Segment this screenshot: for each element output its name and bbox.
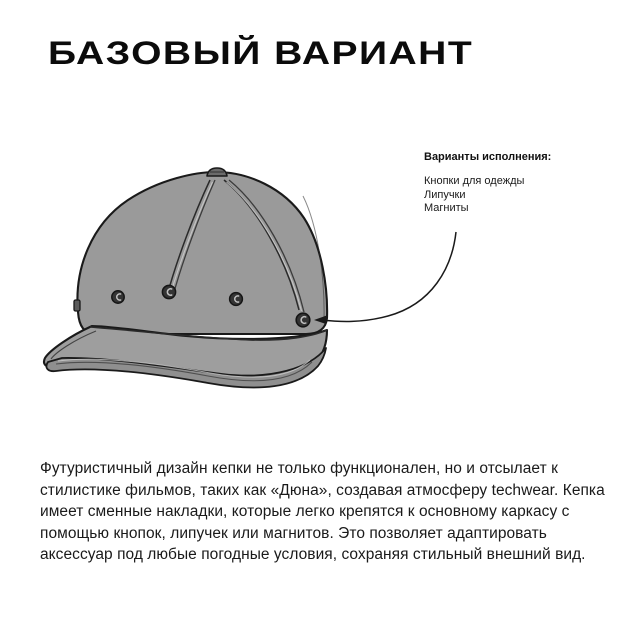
snap-button-icon — [230, 293, 243, 306]
cap-panel-seams — [167, 180, 324, 320]
snap-buttons — [112, 285, 310, 326]
page-title: БАЗОВЫЙ ВАРИАНТ — [48, 35, 474, 71]
snap-button-icon — [296, 313, 310, 327]
cap-side-tab — [74, 300, 80, 311]
callout-block — [424, 150, 634, 216]
snap-button-icon — [112, 291, 124, 303]
cap-crown — [66, 170, 360, 340]
list-item: Магниты — [424, 202, 469, 214]
list-item: Липучки — [424, 188, 466, 201]
cap-front-seam — [90, 327, 327, 340]
callout-heading: Варианты исполнения: — [424, 151, 552, 163]
cap-brim — [44, 326, 327, 387]
callout-option-list — [424, 175, 634, 216]
body-paragraph: Футуристичный дизайн кепки не только функционален, но и отсылает к стилистике фильмов, таких как «Дюна», создавая атмосферу techwear. Кепка имеет сменные накладки, которые легко крепятся к основному каркасу с помощью кнопок, липучек или магнитов. Это позволяет адаптировать аксессуар под любые погодные условия, сохраняя стильный внешний вид. — [40, 460, 605, 563]
list-item: Кнопки для одежды — [424, 175, 525, 187]
callout-leader-line — [314, 232, 456, 324]
crown-button-icon — [207, 168, 227, 176]
snap-button-icon — [162, 285, 175, 298]
